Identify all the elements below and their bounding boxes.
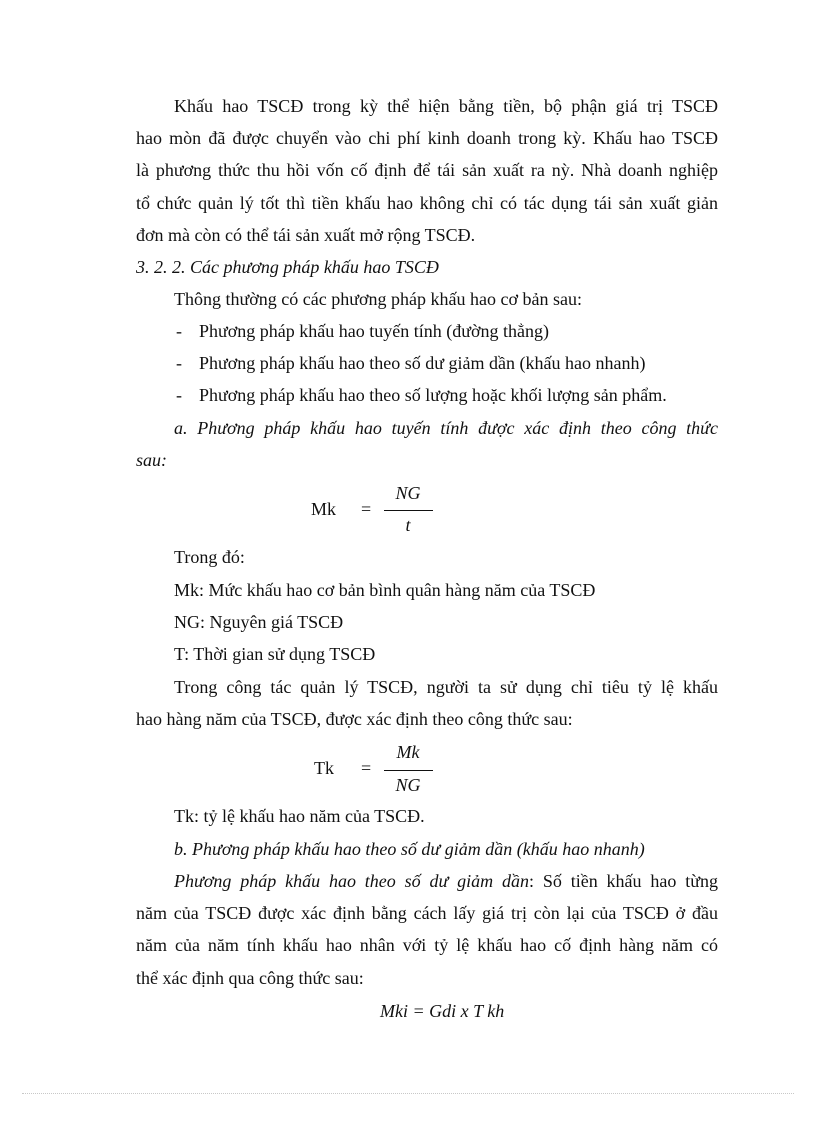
paragraph-1-line-4: tổ chức quản lý tốt thì tiền khấu hao không chỉ có tác dụng tái sản xuất giản [136,193,718,213]
method-a-line-1: a. Phương pháp khấu hao tuyến tính được xác định theo công thức [174,418,718,438]
formula-3: Mki = Gdi x T kh [380,1001,505,1021]
method-a-line-2: sau: [136,450,167,470]
formula-2-numerator: Mk [396,742,420,762]
paragraph-3-lead-rest: : Số tiền khấu hao từng [529,871,718,891]
formula-2-equals: = [361,758,372,778]
formula-1-denominator: t [405,515,411,535]
bullet-dash: - [176,385,182,405]
paragraph-3-lead-italic: Phương pháp khấu hao theo số dư giảm dần [174,871,529,891]
section-heading: 3. 2. 2. Các phương pháp khấu hao TSCĐ [136,257,439,277]
bullet-dash: - [176,353,182,373]
formula-2-denominator: NG [395,775,421,795]
page-footer-divider [22,1093,794,1094]
paragraph-2-line-2: hao hàng năm của TSCĐ, được xác định theo công thức sau: [136,709,573,729]
formula-1-fraction-bar [384,510,433,511]
where-label: Trong đó: [174,547,245,567]
paragraph-1-line-3: là phương thức thu hồi vốn cố định để tái sản xuất ra nỳ. Nhà doanh nghiệp [136,160,718,180]
method-item-3: Phương pháp khấu hao theo số lượng hoặc khối lượng sản phẩm. [199,385,667,405]
bullet-dash: - [176,321,182,341]
paragraph-1-line-5: đơn mà còn có thể tái sản xuất mở rộng TSCĐ. [136,225,476,245]
paragraph-1-line-1: Khấu hao TSCĐ trong kỳ thể hiện bằng tiền, bộ phận giá trị TSCĐ [174,96,718,116]
formula-1-numerator: NG [395,483,421,503]
paragraph-3-line-1 [174,870,718,892]
method-item-1: Phương pháp khấu hao tuyến tính (đường thẳng) [199,321,549,341]
definition-mk: Mk: Mức khấu hao cơ bản bình quân hàng năm của TSCĐ [174,580,596,600]
definition-t: T: Thời gian sử dụng TSCĐ [174,644,376,664]
method-item-2: Phương pháp khấu hao theo số dư giảm dần (khấu hao nhanh) [199,353,646,373]
paragraph-3-line-4: thể xác định qua công thức sau: [136,968,364,988]
method-b-heading: b. Phương pháp khấu hao theo số dư giảm dần (khấu hao nhanh) [174,839,645,859]
methods-intro: Thông thường có các phương pháp khấu hao cơ bản sau: [174,289,582,309]
paragraph-3-line-2: năm của TSCĐ được xác định bằng cách lấy giá trị còn lại của TSCĐ ở đầu [136,903,718,923]
formula-2-lhs: Tk [314,758,334,778]
definition-ng: NG: Nguyên giá TSCĐ [174,612,344,632]
paragraph-1-line-2: hao mòn đã được chuyển vào chi phí kinh doanh trong kỳ. Khấu hao TSCĐ [136,128,718,148]
formula-2-fraction-bar [384,770,433,771]
paragraph-3-line-3: năm của năm tính khấu hao nhân với tỷ lệ khấu hao cố định hàng năm có [136,935,718,955]
paragraph-2-line-1: Trong công tác quản lý TSCĐ, người ta sử dụng chỉ tiêu tỷ lệ khấu [174,677,718,697]
formula-1-equals: = [361,499,372,519]
formula-1-lhs: Mk [311,499,337,519]
definition-tk: Tk: tỷ lệ khấu hao năm của TSCĐ. [174,806,425,826]
